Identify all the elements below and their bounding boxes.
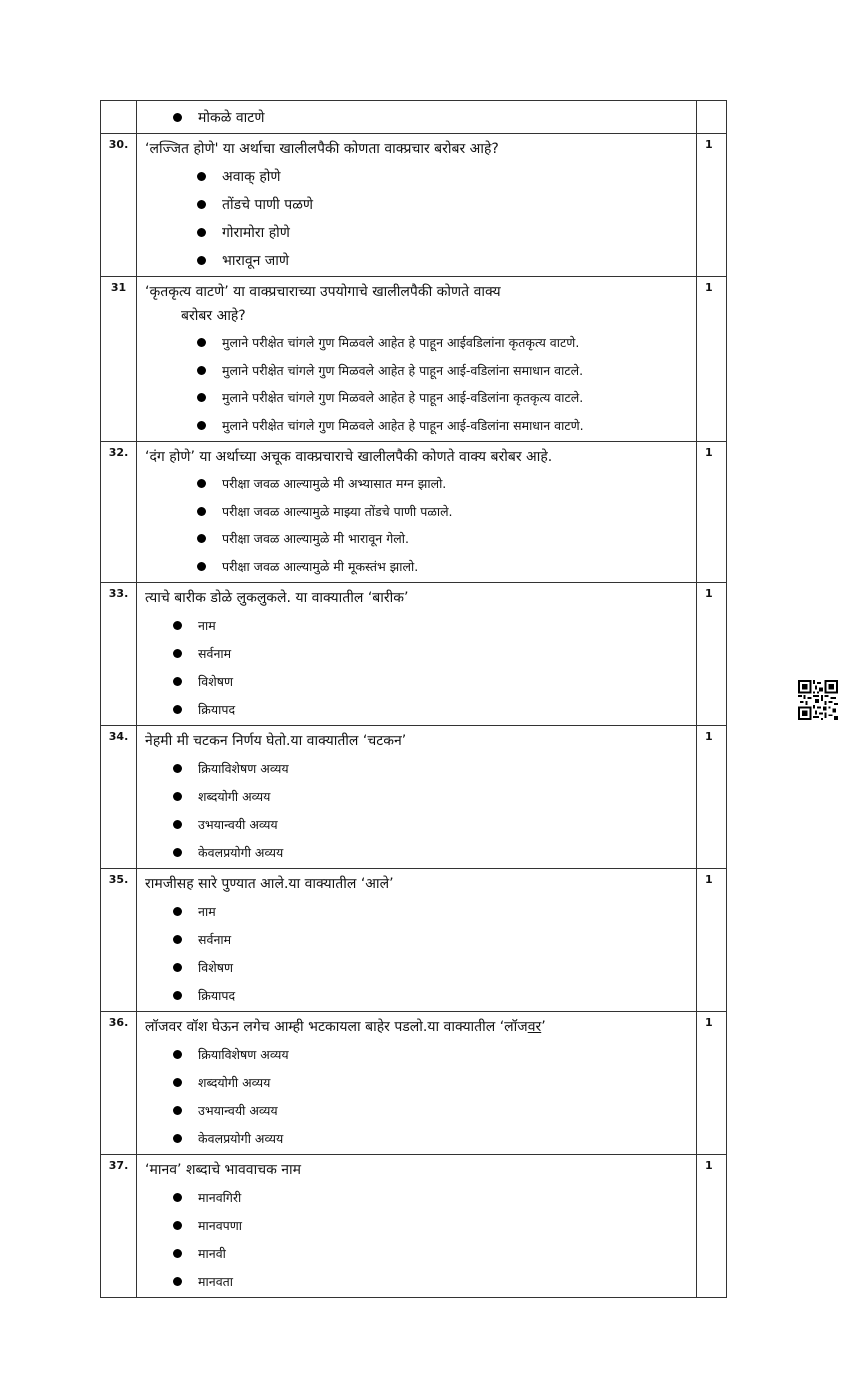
option-text: केवलप्रयोगी अव्यय — [198, 1130, 284, 1146]
question-text: त्याचे बारीक डोळे लुकलुकले. या वाक्यातील ‘बारीक’ — [145, 590, 409, 606]
question-text: रामजीसह सारे पुण्यात आले.या वाक्यातील ‘आले’ — [145, 876, 394, 892]
option-item — [145, 190, 688, 218]
marks-cell: 1 — [696, 134, 726, 277]
underlined-word: वर — [527, 1019, 542, 1035]
option-item — [145, 218, 688, 246]
option-item — [145, 953, 688, 981]
table-row-previous — [101, 101, 727, 134]
option-list — [145, 897, 688, 1009]
question-content — [137, 869, 697, 1012]
option-item — [145, 1040, 688, 1068]
bullet-icon — [197, 228, 206, 237]
option-text: नाम — [198, 903, 216, 919]
question-content — [137, 277, 697, 442]
question-number-cell — [101, 101, 137, 134]
question-number: 36. — [101, 1012, 137, 1155]
option-text: विशेषण — [198, 673, 233, 689]
question-number: 33. — [101, 583, 137, 726]
option-text: परीक्षा जवळ आल्यामुळे मी अभ्यासात मग्न झालो. — [222, 476, 447, 492]
bullet-icon — [173, 649, 182, 658]
question-text-end: ’ — [541, 1019, 546, 1035]
question-number: 32. — [101, 442, 137, 583]
question-content — [137, 726, 697, 869]
bullet-icon — [173, 991, 182, 1000]
bullet-icon — [197, 507, 206, 516]
option-list — [145, 103, 688, 131]
option-item — [145, 1267, 688, 1295]
table-row-q35 — [101, 869, 727, 1012]
bullet-icon — [197, 479, 206, 488]
option-item — [145, 1096, 688, 1124]
option-text: उभयान्वयी अव्यय — [198, 816, 278, 832]
option-item — [145, 782, 688, 810]
question-content — [137, 1155, 697, 1298]
option-list — [145, 611, 688, 723]
option-list — [145, 754, 688, 866]
bullet-icon — [173, 705, 182, 714]
option-text: सर्वनाम — [198, 645, 232, 661]
marks-cell: 1 — [696, 583, 726, 726]
option-item — [145, 1211, 688, 1239]
option-text: क्रियाविशेषण अव्यय — [198, 1046, 289, 1062]
option-item — [145, 1183, 688, 1211]
option-item — [145, 525, 688, 553]
option-item — [145, 981, 688, 1009]
option-item — [145, 639, 688, 667]
bullet-icon — [173, 1249, 182, 1258]
option-text: गोरामोरा होणे — [222, 224, 290, 241]
bullet-icon — [173, 677, 182, 686]
option-item — [145, 103, 688, 131]
bullet-icon — [173, 621, 182, 630]
option-item — [145, 246, 688, 274]
option-item — [145, 412, 688, 440]
option-item — [145, 695, 688, 723]
option-item — [145, 897, 688, 925]
qr-code-icon — [798, 680, 838, 720]
option-item — [145, 498, 688, 526]
option-text: केवलप्रयोगी अव्यय — [198, 844, 284, 860]
bullet-icon — [197, 338, 206, 347]
marks-cell: 1 — [696, 1155, 726, 1298]
option-item — [145, 838, 688, 866]
table-row-q36 — [101, 1012, 727, 1155]
option-list — [145, 470, 688, 580]
option-item — [145, 329, 688, 357]
option-item — [145, 754, 688, 782]
option-text: क्रियाविशेषण अव्यय — [198, 760, 289, 776]
option-text: शब्दयोगी अव्यय — [198, 1074, 271, 1090]
option-text: मुलाने परीक्षेत चांगले गुण मिळवले आहेत हे पाहून आई-वडिलांना समाधान वाटणे. — [222, 417, 584, 433]
option-text: मानवता — [198, 1273, 234, 1289]
option-text: मुलाने परीक्षेत चांगले गुण मिळवले आहेत हे पाहून आईवडिलांना कृतकृत्य वाटणे. — [222, 335, 580, 351]
option-text: तोंडचे पाणी पळणे — [222, 196, 313, 213]
option-item — [145, 162, 688, 190]
bullet-icon — [173, 907, 182, 916]
option-text: मानवगिरी — [198, 1189, 242, 1205]
question-text: नेहमी मी चटकन निर्णय घेतो.या वाक्यातील ‘चटकन’ — [145, 733, 407, 749]
option-text: क्रियापद — [198, 701, 236, 717]
marks-cell — [696, 101, 726, 134]
question-text-main: लॉजवर वॉश घेऊन लगेच आम्ही भटकायला बाहेर पडलो.या वाक्यातील ‘लॉज — [145, 1019, 528, 1035]
question-text: ‘मानव’ शब्दाचे भाववाचक नाम — [145, 1162, 302, 1178]
table-row-q37 — [101, 1155, 727, 1298]
option-list — [145, 1183, 688, 1295]
bullet-icon — [197, 393, 206, 402]
option-text: भारावून जाणे — [222, 252, 290, 269]
option-item — [145, 553, 688, 581]
option-text: मानवपणा — [198, 1217, 243, 1233]
question-content — [137, 1012, 697, 1155]
option-item — [145, 1068, 688, 1096]
bullet-icon — [173, 792, 182, 801]
marks-cell: 1 — [696, 442, 726, 583]
bullet-icon — [197, 256, 206, 265]
table-row-q32 — [101, 442, 727, 583]
bullet-icon — [173, 1106, 182, 1115]
bullet-icon — [197, 366, 206, 375]
question-text: ‘कृतकृत्य वाटणे’ या वाक्प्रचाराच्या उपयोगाचे खालीलपैकी कोणते वाक्य — [145, 284, 501, 300]
bullet-icon — [173, 820, 182, 829]
option-item — [145, 1239, 688, 1267]
option-list — [145, 162, 688, 274]
bullet-icon — [173, 1277, 182, 1286]
option-item — [145, 810, 688, 838]
question-content — [137, 134, 697, 277]
option-text: मोकळे वाटणे — [198, 109, 265, 126]
option-text: मुलाने परीक्षेत चांगले गुण मिळवले आहेत हे पाहून आई-वडिलांना कृतकृत्य वाटले. — [222, 390, 584, 406]
question-table — [100, 100, 727, 1298]
option-item — [145, 667, 688, 695]
bullet-icon — [173, 1050, 182, 1059]
marks-cell: 1 — [696, 726, 726, 869]
bullet-icon — [197, 200, 206, 209]
bullet-icon — [173, 764, 182, 773]
bullet-icon — [173, 935, 182, 944]
question-number: 35. — [101, 869, 137, 1012]
option-item — [145, 1124, 688, 1152]
option-list — [145, 1040, 688, 1152]
option-list — [145, 329, 688, 439]
option-text: मुलाने परीक्षेत चांगले गुण मिळवले आहेत हे पाहून आई-वडिलांना समाधान वाटले. — [222, 362, 584, 378]
table-row-q31 — [101, 277, 727, 442]
option-text: मानवी — [198, 1245, 226, 1261]
option-item — [145, 470, 688, 498]
question-text: ‘लज्जित होणे' या अर्थाचा खालीलपैकी कोणता वाक्प्रचार बरोबर आहे? — [145, 141, 499, 157]
bullet-icon — [173, 848, 182, 857]
question-text: ‘दंग होणे’ या अर्थाच्या अचूक वाक्प्रचाराचे खालीलपैकी कोणते वाक्य बरोबर आहे. — [145, 449, 553, 465]
table-row-q34 — [101, 726, 727, 869]
option-text: नाम — [198, 617, 216, 633]
marks-cell: 1 — [696, 1012, 726, 1155]
marks-cell: 1 — [696, 277, 726, 442]
bullet-icon — [197, 562, 206, 571]
option-item — [145, 611, 688, 639]
question-number: 31 — [101, 277, 137, 442]
question-number: 30. — [101, 134, 137, 277]
bullet-icon — [173, 1193, 182, 1202]
bullet-icon — [173, 1078, 182, 1087]
bullet-icon — [173, 963, 182, 972]
bullet-icon — [173, 1221, 182, 1230]
option-text: परीक्षा जवळ आल्यामुळे मी भारावून गेलो. — [222, 531, 409, 547]
option-item — [145, 925, 688, 953]
option-text: अवाक् होणे — [222, 168, 281, 185]
option-item — [145, 384, 688, 412]
option-text: परीक्षा जवळ आल्यामुळे मी मूकस्तंभ झालो. — [222, 558, 419, 574]
bullet-icon — [197, 534, 206, 543]
option-text: उभयान्वयी अव्यय — [198, 1102, 278, 1118]
option-text: क्रियापद — [198, 987, 236, 1003]
option-item — [145, 357, 688, 385]
bullet-icon — [173, 1134, 182, 1143]
option-text: शब्दयोगी अव्यय — [198, 788, 271, 804]
bullet-icon — [197, 421, 206, 430]
table-row-q30 — [101, 134, 727, 277]
question-text — [145, 1016, 688, 1038]
question-text-continued: बरोबर आहे? — [181, 308, 246, 324]
bullet-icon — [173, 113, 182, 122]
question-content — [137, 583, 697, 726]
option-text: विशेषण — [198, 959, 233, 975]
table-row-q33 — [101, 583, 727, 726]
bullet-icon — [197, 172, 206, 181]
question-number: 34. — [101, 726, 137, 869]
question-content — [137, 101, 697, 134]
question-content — [137, 442, 697, 583]
option-text: सर्वनाम — [198, 931, 232, 947]
question-number: 37. — [101, 1155, 137, 1298]
option-text: परीक्षा जवळ आल्यामुळे माझ्या तोंडचे पाणी पळाले. — [222, 503, 453, 519]
marks-cell: 1 — [696, 869, 726, 1012]
